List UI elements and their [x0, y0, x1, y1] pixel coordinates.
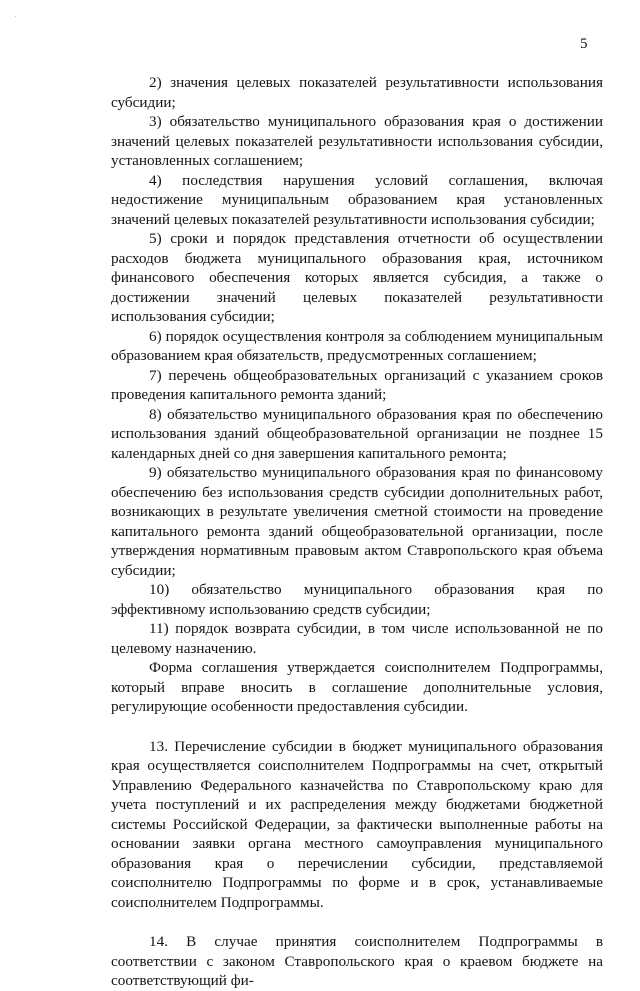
scan-mark: · — [14, 12, 18, 23]
list-item-7: 7) перечень общеобразовательных организаций с указанием сроков проведения капитального ремонта зданий; — [111, 366, 603, 403]
page-number: 5 — [580, 36, 588, 52]
list-item-3: 3) обязательство муниципального образования края о достижении значений целевых показателей результативности использования субсидии, установленных соглашением; — [111, 113, 603, 169]
section-14-paragraph: 14. В случае принятия соисполнителем Подпрограммы в соответствии с законом Ставропольского края о краевом бюджете на соответствующий фи- — [111, 933, 603, 989]
list-item-5: 5) сроки и порядок представления отчетности об осуществлении расходов бюджета муниципального образования края, источником финансового обеспечения которых является субсидия, а также о достижении значений целевых показателей результативности использования субсидии; — [111, 230, 603, 325]
agreement-form-paragraph: Форма соглашения утверждается соисполнителем Подпрограммы, который вправе вносить в соглашение дополнительные условия, регулирующие особенности предоставления субсидии. — [111, 659, 603, 715]
list-item-2: 2) значения целевых показателей результативности использования субсидии; — [111, 74, 603, 111]
list-item-10: 10) обязательство муниципального образования края по эффективному использованию средств субсидии; — [111, 581, 603, 618]
section-13-paragraph: 13. Перечисление субсидии в бюджет муниципального образования края осуществляется соисполнителем Подпрограммы на счет, открытый Управлению Федерального казначейства по Ставропольскому краю для учета поступлений и их распределения между бюджетами бюджетной системы Российской Федерации, за фактически выполненные работы на основании заявки органа местного самоуправления муниципального образования края о перечислении субсидии, представляемой соисполнителю Подпрограммы по форме и в срок, устанавливаемые соисполнителем Подпрограммы. — [111, 737, 603, 911]
list-item-9: 9) обязательство муниципального образования края по финансовому обеспечению без использования средств субсидии дополнительных работ, возникающих в результате увеличения сметной стоимости на проведение капитального ремонта зданий общеобразовательной организации, после утверждения нормативным правовым актом Ставропольского края объема субсидии; — [111, 464, 603, 579]
list-item-8: 8) обязательство муниципального образования края по обеспечению использования зданий общеобразовательной организации не позднее 15 календарных дней со дня завершения капитального ремонта; — [111, 405, 603, 462]
document-body — [111, 73, 603, 991]
list-item-4: 4) последствия нарушения условий соглашения, включая недостижение муниципальным образованием края установленных значений целевых показателей результативности использования субсидии; — [111, 171, 603, 228]
list-item-11: 11) порядок возврата субсидии, в том числе использованной не по целевому назначению. — [111, 620, 603, 657]
list-item-6: 6) порядок осуществления контроля за соблюдением муниципальным образованием края обязательств, предусмотренных соглашением; — [111, 327, 603, 364]
